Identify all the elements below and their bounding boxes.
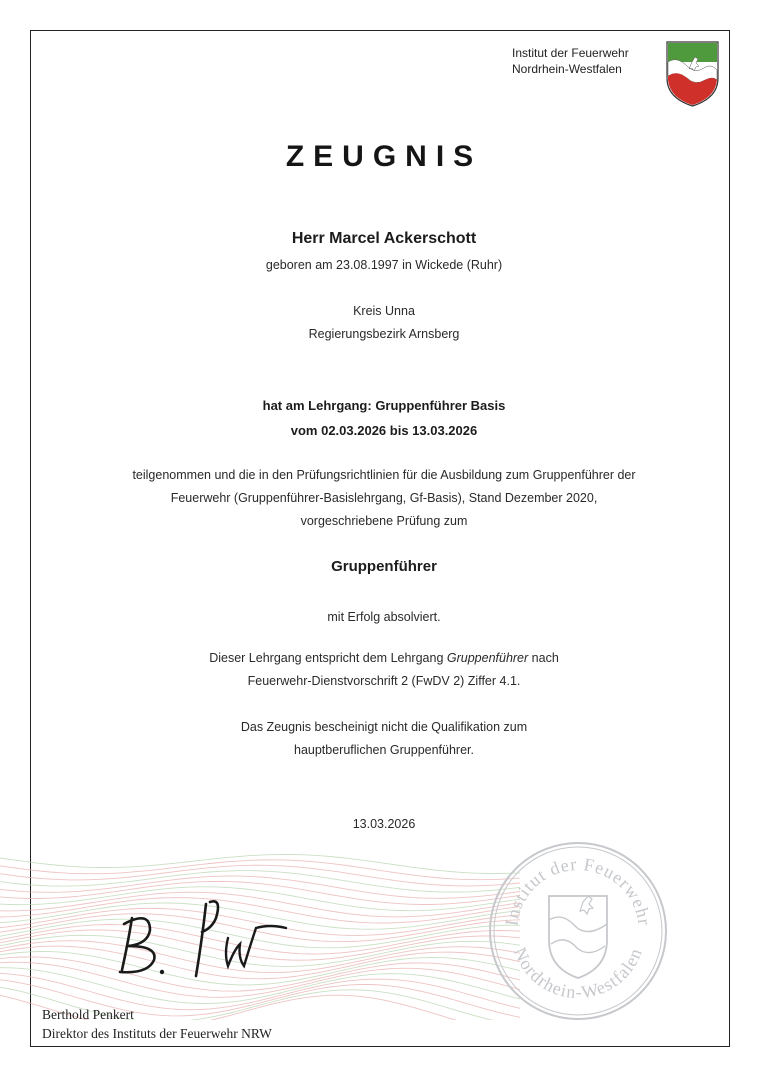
issue-date: 13.03.2026 <box>352 817 416 831</box>
birth-info: geboren am 23.08.1997 in Wickede (Ruhr) <box>265 258 503 272</box>
wave-line <box>0 865 520 886</box>
institute-name-line2: Nordrhein-Westfalen <box>512 62 622 76</box>
recipient-name: Herr Marcel Ackerschott <box>291 230 477 247</box>
signature <box>110 888 290 983</box>
institute-seal <box>487 840 669 1022</box>
seal-top-text: Institut der Feuerwehr <box>501 853 655 927</box>
nrw-crest-icon <box>665 40 720 108</box>
region: Regierungsbezirk Arnsberg <box>308 327 460 341</box>
qualification-title: Gruppenführer <box>331 558 437 575</box>
equivalence-line-1: Dieser Lehrgang entspricht dem Lehrgang Gruppenführer nach <box>209 651 559 665</box>
institute-name-line1: Institut der Feuerwehr <box>512 46 629 60</box>
body-line-1: teilgenommen und die in den Prüfungsrichtlinien für die Ausbildung zum Gruppenführer der <box>132 468 636 482</box>
signer-name: Berthold Penkert <box>42 1007 134 1022</box>
equivalence-line-2: Feuerwehr-Dienstvorschrift 2 (FwDV 2) Ziffer 4.1. <box>247 674 521 688</box>
course-dates: vom 02.03.2026 bis 13.03.2026 <box>290 423 478 438</box>
result-text: mit Erfolg absolviert. <box>327 610 441 624</box>
document-title: ZEUGNIS <box>285 140 483 173</box>
note-line-1: Das Zeugnis bescheinigt nicht die Qualifikation zum <box>240 720 528 734</box>
note-line-2: hauptberuflichen Gruppenführer. <box>294 743 474 757</box>
district: Kreis Unna <box>353 304 415 318</box>
institute-header <box>512 45 629 77</box>
signer-position: Direktor des Instituts der Feuerwehr NRW <box>42 1026 272 1041</box>
body-line-3: vorgeschriebene Prüfung zum <box>300 514 468 528</box>
body-line-2: Feuerwehr (Gruppenführer-Basislehrgang, Gf-Basis), Stand Dezember 2020, <box>170 491 598 505</box>
seal-bottom-text: Nordrhein-Westfalen <box>509 944 647 1003</box>
signer-block <box>42 1005 272 1043</box>
course-name: hat am Lehrgang: Gruppenführer Basis <box>262 398 506 413</box>
